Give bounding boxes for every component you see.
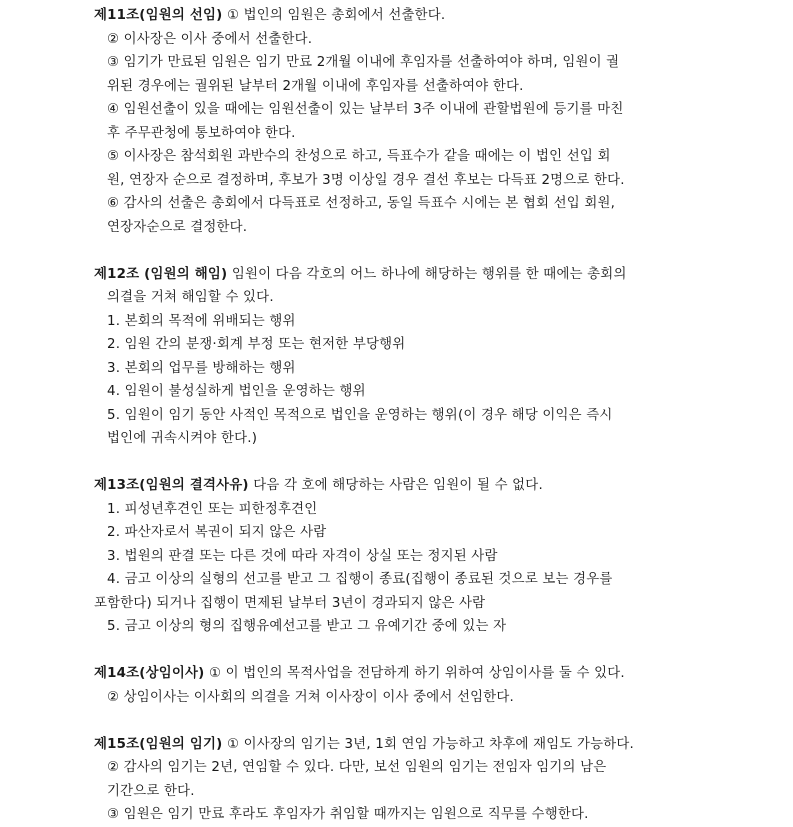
list-item: 2. 임원 간의 분쟁·회계 부정 또는 현저한 부당행위	[107, 337, 406, 352]
clause-line: ② 감사의 임기는 2년, 연임할 수 있다. 다만, 보선 임원의 임기는 전임자 임기의 남은	[107, 760, 607, 775]
list-item: 4. 금고 이상의 실형의 선고를 받고 그 집행이 종료(집행이 종료된 것으로 보는 경우를	[107, 572, 613, 587]
clause-line: 연장자순으로 결정한다.	[107, 219, 248, 235]
article-title: 제13조(임원의 결격사유)	[94, 478, 249, 493]
clause-line: ⑥ 감사의 선출은 총회에서 다득표로 선정하고, 동일 득표수 시에는 본 협회 선입 회원,	[107, 196, 616, 211]
list-item: 3. 본회의 업무를 방해하는 행위	[107, 360, 296, 376]
article-14	[94, 662, 706, 709]
clause-line: 의결을 거쳐 해임할 수 있다.	[107, 290, 274, 305]
list-item: 5. 금고 이상의 형의 집행유예선고를 받고 그 유예기간 중에 있는 자	[107, 619, 507, 634]
article-first-text: 임원이 다음 각호의 어느 하나에 해당하는 행위를 한 때에는 총회의	[227, 266, 627, 282]
clause-line: ③ 임원은 임기 만료 후라도 후임자가 취임할 때까지는 임원으로 직무를 수행한다.	[107, 807, 589, 822]
list-item: 3. 법원의 판결 또는 다른 것에 따라 자격이 상실 또는 정지된 사람	[107, 548, 498, 564]
article-12	[94, 263, 706, 451]
article-title: 제14조(상임이사)	[94, 666, 205, 681]
clause-line: ⑤ 이사장은 참석회원 과반수의 찬성으로 하고, 득표수가 같을 때에는 이 법인 선입 회	[107, 149, 611, 164]
article-13	[94, 474, 706, 639]
article-title: 제15조(임원의 임기)	[94, 736, 223, 752]
clause-line: ③ 임기가 만료된 임원은 임기 만료 2개월 이내에 후임자를 선출하여야 하며, 임원이 궐	[107, 55, 620, 70]
article-title: 제12조 (임원의 해임)	[94, 266, 228, 282]
article-first-line	[94, 4, 706, 28]
article-first-line	[94, 263, 706, 287]
clause-line: 기간으로 한다.	[107, 783, 195, 799]
list-item: 2. 파산자로서 복권이 되지 않은 사람	[107, 525, 327, 540]
document-body	[94, 4, 706, 827]
article-11	[94, 4, 706, 239]
list-item: 4. 임원이 불성실하게 법인을 운영하는 행위	[107, 384, 366, 399]
article-first-text: ① 법인의 임원은 총회에서 선출한다.	[222, 8, 446, 23]
clause-line: 위된 경우에는 궐위된 날부터 2개월 이내에 후임자를 선출하여야 한다.	[107, 78, 524, 94]
list-item: 1. 피성년후견인 또는 피한정후견인	[107, 501, 318, 517]
article-first-text: 다음 각 호에 해당하는 사람은 임원이 될 수 없다.	[248, 478, 543, 493]
clause-line: ② 이사장은 이사 중에서 선출한다.	[107, 31, 313, 47]
clause-line: ② 상임이사는 이사회의 의결을 거쳐 이사장이 이사 중에서 선임한다.	[107, 689, 514, 705]
article-first-text: ① 이 법인의 목적사업을 전담하게 하기 위하여 상임이사를 둘 수 있다.	[204, 666, 625, 681]
article-first-line	[94, 662, 706, 686]
article-title: 제11조(임원의 선임)	[94, 8, 223, 23]
clause-line: 원, 연장자 순으로 결정하며, 후보가 3명 이상일 경우 결선 후보는 다득표 2명으로 한다.	[107, 172, 625, 188]
list-item: 1. 본회의 목적에 위배되는 행위	[107, 313, 296, 329]
clause-line: 법인에 귀속시켜야 한다.)	[107, 431, 258, 446]
list-item: 5. 임원이 임기 동안 사적인 목적으로 법인을 운영하는 행위(이 경우 해당 이익은 즉시	[107, 407, 613, 423]
article-first-line	[94, 474, 706, 498]
clause-line: ④ 임원선출이 있을 때에는 임원선출이 있는 날부터 3주 이내에 관할법원에 등기를 마친	[107, 102, 624, 117]
article-15	[94, 733, 706, 827]
article-first-line	[94, 733, 706, 757]
clause-line: 포함한다) 되거나 집행이 면제된 날부터 3년이 경과되지 않은 사람	[94, 595, 486, 611]
clause-line: 후 주무관청에 통보하여야 한다.	[107, 125, 296, 141]
article-first-text: ① 이사장의 임기는 3년, 1회 연임 가능하고 차후에 재임도 가능하다.	[222, 736, 634, 752]
